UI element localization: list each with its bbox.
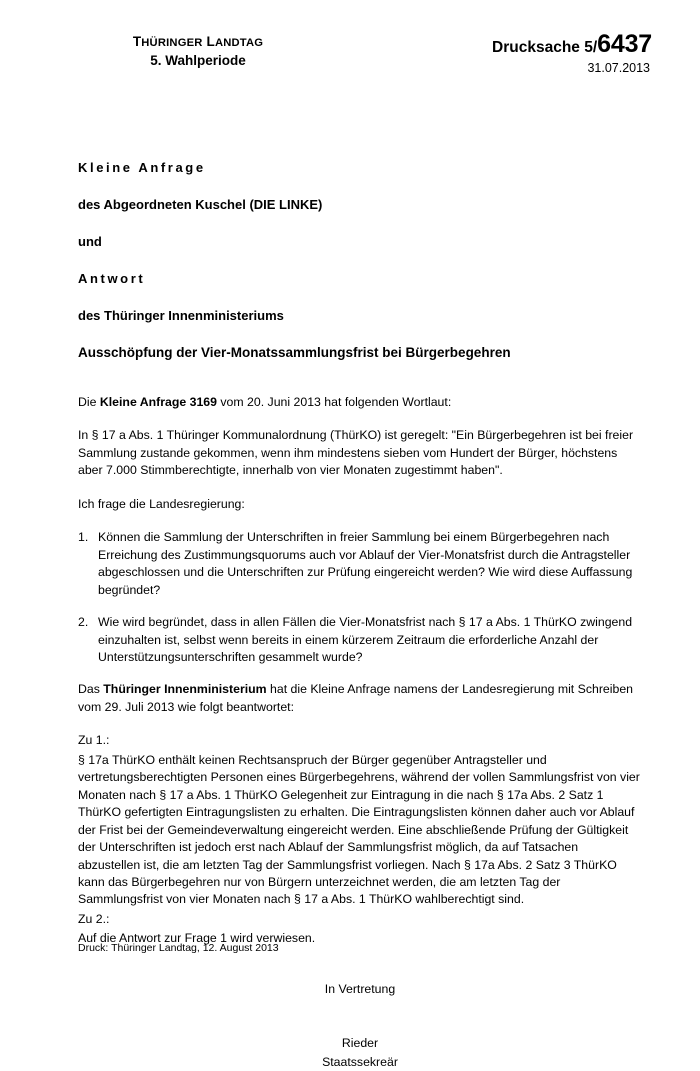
question-text: Wie wird begründet, dass in allen Fällen die Vier-Monatsfrist nach § 17 a Abs. 1 ThürKO zwingend einzuhalten ist, selbst wenn bereits in einem kürzerem Zeitraum die erforderliche Anzahl der Unterstützungsunterschriften gesammelt wurde? <box>98 615 633 664</box>
answer-intro-ministry: Thüringer Innenministerium <box>103 682 267 697</box>
signature-block <box>78 980 642 1071</box>
document-date: 31.07.2013 <box>587 61 650 75</box>
signature-role: Staatssekreär <box>322 1054 398 1069</box>
document-footer: Druck: Thüringer Landtag, 12. August 2013 <box>78 942 279 954</box>
document-answer-author-line: des Thüringer Innenministeriums <box>78 308 284 323</box>
answer-2-text: Auf die Antwort zur Frage 1 wird verwiesen. <box>78 931 316 946</box>
header-left-block <box>78 34 318 70</box>
document-number-label: Drucksache 5/ <box>492 39 598 56</box>
question-number: 2. <box>78 615 89 630</box>
document-number <box>492 30 652 59</box>
quote-paragraph: In § 17 a Abs. 1 Thüringer Kommunalordnung (ThürKO) ist geregelt: "Ein Bürgerbegehren ist bei freier Sammlung zustande gekommen, wenn ihm mindestens sieben vom Hundert der Bürger, höchstens aber 7.000 Stimmberechtigte, innerhalb von vier Monaten zugestimmt haben". <box>78 428 634 478</box>
legislative-period: 5. Wahlperiode <box>150 52 246 68</box>
intro-suffix: vom 20. Juni 2013 hat folgenden Wortlaut: <box>216 395 452 409</box>
intro-prefix: Die <box>78 395 100 409</box>
list-item <box>78 614 642 666</box>
document-content <box>78 160 642 1071</box>
header-right-block <box>492 30 652 75</box>
answer-intro-paragraph <box>78 681 642 716</box>
question-text: Können die Sammlung der Unterschriften in freier Sammlung bei einem Bürgerbegehren nach Erreichung des Zustimmungsquorums auch vor Ablauf der Vier-Monatsfrist durch die Antragsteller abgeschlossen und die Unterschriften zur Prüfung eingereicht werden? Wie wird diese Auffassung begründet? <box>98 530 633 597</box>
signature-line: In Vertretung <box>324 981 396 996</box>
signature-name: Rieder <box>341 1036 379 1051</box>
answer-2-label: Zu 2.: <box>78 911 110 926</box>
answer-1-text: § 17a ThürKO enthält keinen Rechtsanspruch der Bürger gegenüber Antragsteller und vertretungsberechtigten Personen eines Bürgerbegehrens, während der vollen Sammlungsfrist von vier Monaten nach § 17 a Abs. 1 ThürKO Gelegenheit zur Eintragung in die nach § 17a Abs. 2 Satz 1 ThürKO gefertigten Eintragungslisten zu erhalten. Die Eintragungslisten können daher auch vor Ablauf der Frist bei der Gemeindeverwaltung eingereicht werden. Eine abschließende Prüfung der Gültigkeit der Unterschriften ist jedoch erst nach Ablauf der Sammlungsfrist möglich, da auf Tatsachen abzustellen ist, die am letzten Tag der Sammlungsfrist vorliegen. Nach § 17a Abs. 2 Satz 3 ThürKO kann das Bürgerbegehren nur von Bürgern unterzeichnet werden, die am letzten Tag der Sammlungsfrist von vier Monaten nach § 17 a Abs. 1 ThürKO wahlberechtigt sind. <box>78 752 640 907</box>
answer-1-label: Zu 1.: <box>78 733 110 748</box>
answer-block-1 <box>78 732 642 909</box>
document-header <box>78 30 652 94</box>
answer-intro-suffix: hat die Kleine Anfrage namens der Landesregierung mit Schreiben vom 29. Juli 2013 wie folgt beantwortet: <box>78 682 634 714</box>
document-number-value: 6437 <box>597 30 652 58</box>
parliament-name: THÜRINGER LANDTAG <box>132 34 264 49</box>
question-lead: Ich frage die Landesregierung: <box>78 496 245 511</box>
intro-reference: Kleine Anfrage 3169 <box>99 395 217 409</box>
question-number: 1. <box>78 530 89 545</box>
document-conjunction: und <box>78 234 102 249</box>
question-list <box>78 529 642 666</box>
document-title: Ausschöpfung der Vier-Monatssammlungsfrist bei Bürgerbegehren <box>78 345 511 360</box>
intro-paragraph <box>78 394 642 411</box>
document-kind-label: Kleine Anfrage <box>78 160 206 175</box>
document-author-line: des Abgeordneten Kuschel (DIE LINKE) <box>78 197 323 212</box>
answer-intro-prefix: Das <box>78 682 104 697</box>
document-answer-label: Antwort <box>78 271 146 286</box>
list-item <box>78 529 642 599</box>
